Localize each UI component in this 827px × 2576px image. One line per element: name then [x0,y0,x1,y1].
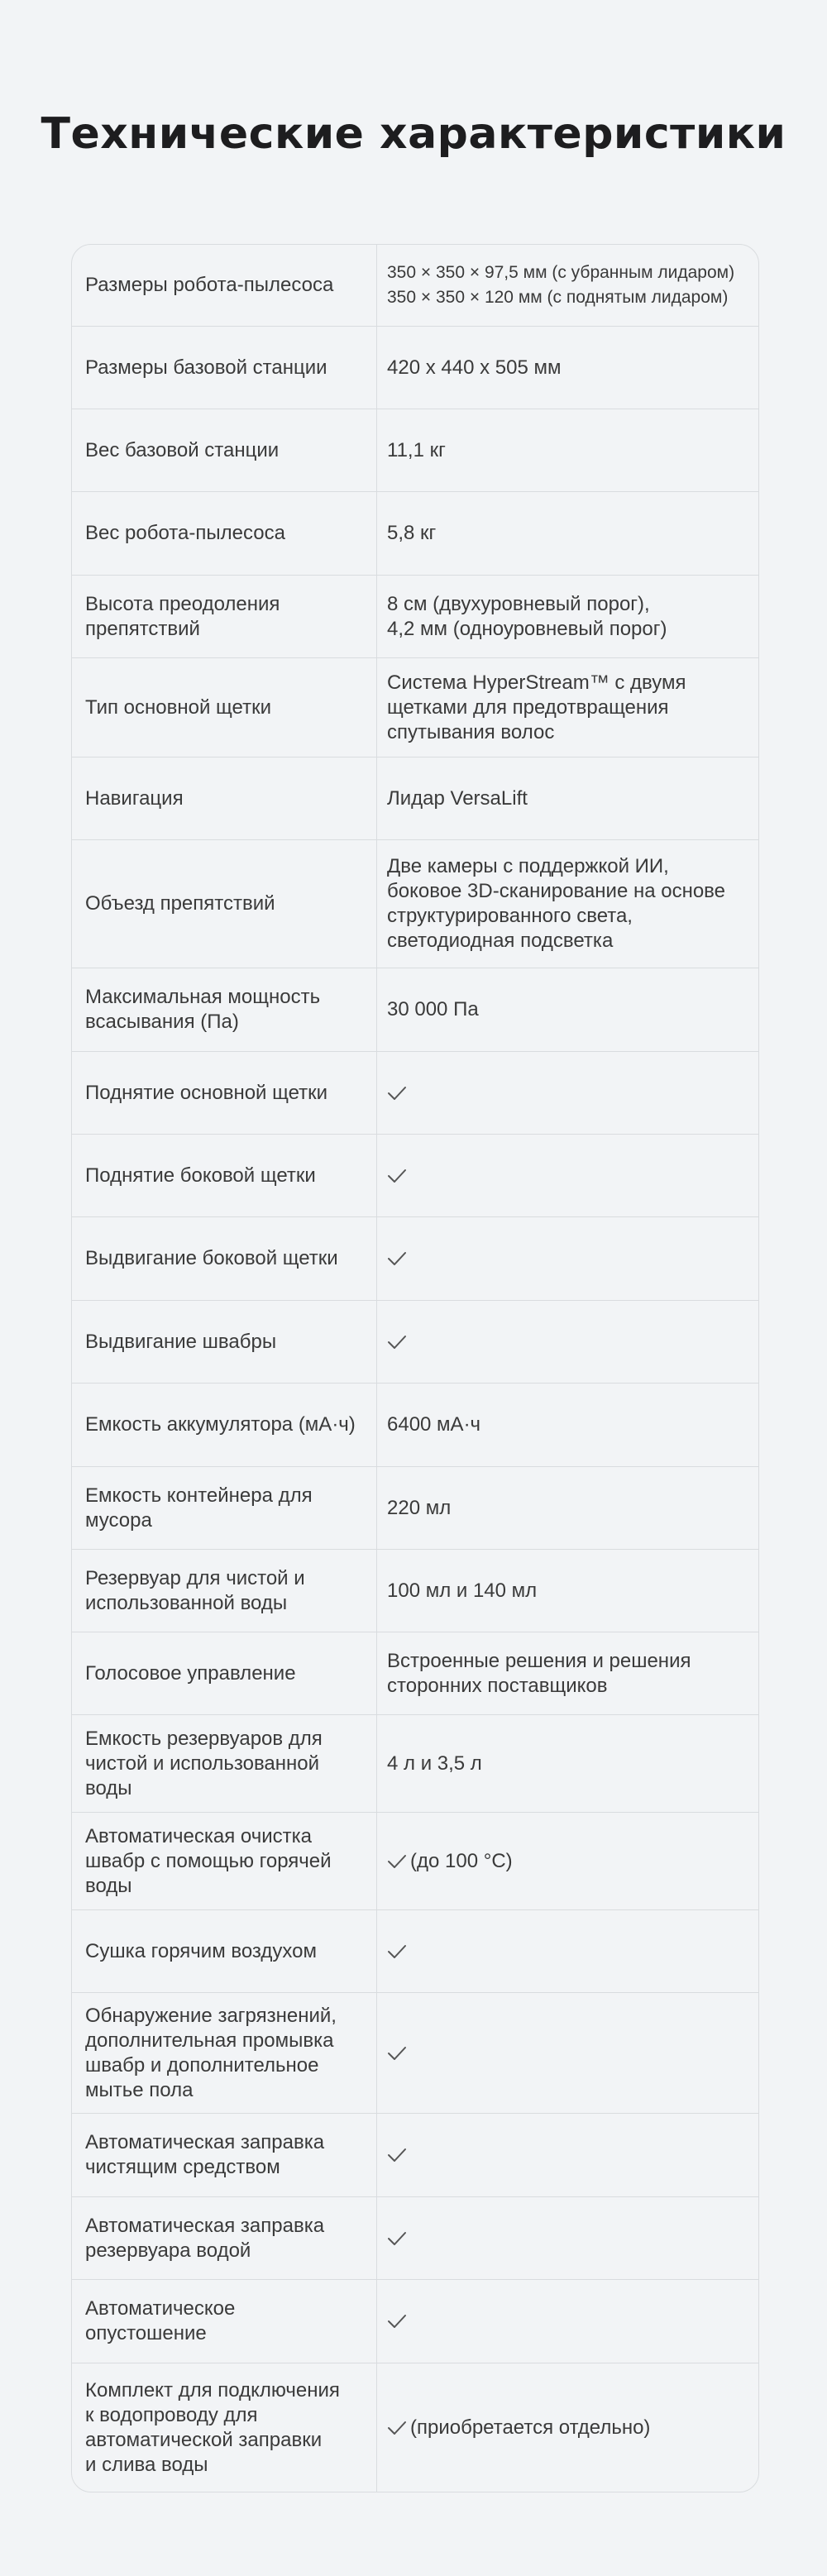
spec-label: Емкость контейнера для мусора [72,1467,377,1549]
spec-label: Емкость резервуаров для чистой и использованной воды [72,1715,377,1812]
spec-value: 420 х 440 х 505 мм [387,356,562,379]
check-icon [387,2045,404,2062]
spec-row [72,1715,758,1813]
spec-value: (приобретается отдельно) [377,2363,758,2492]
spec-label: Объезд препятствий [72,840,377,968]
spec-label: Поднятие боковой щетки [72,1135,377,1216]
spec-label: Резервуар для чистой и использованной воды [72,1550,377,1632]
spec-label: Обнаружение загрязнений, дополнительная промывка швабр и дополнительное мытье пола [72,1993,377,2113]
spec-row [72,758,758,840]
spec-label: Автоматическая заправка чистящим средством [72,2114,377,2196]
spec-value: Система HyperStream™ с двумя щетками для предотвращения спутывания волос [387,671,686,743]
spec-label: Вес базовой станции [72,409,377,491]
check-icon [387,1334,404,1350]
spec-value: 100 мл и 140 мл [387,1579,538,1602]
spec-value: 350 × 350 × 97,5 мм (с убранным лидаром) 350 × 350 × 120 мм (с поднятым лидаром) [387,263,735,307]
spec-value: Две камеры с поддержкой ИИ, боковое 3D-сканирование на основе структурированного света, светодиодная подсветка [387,855,726,952]
spec-row [72,2363,758,2492]
check-icon [387,1085,404,1102]
spec-value [377,1910,758,1992]
spec-value [377,2197,758,2279]
spec-row [72,1301,758,1384]
spec-row [72,327,758,409]
spec-row [72,492,758,576]
spec-value [377,1217,758,1300]
spec-row [72,1217,758,1301]
spec-label: Размеры робота-пылесоса [72,245,377,326]
spec-label: Навигация [72,758,377,839]
page-title: Технические характеристики [41,109,786,159]
spec-label: Автоматическая очистка швабр с помощью горячей воды [72,1813,377,1909]
spec-value: 220 мл [387,1496,452,1519]
spec-value: 5,8 кг [387,522,437,544]
check-icon [387,1943,404,1960]
spec-row [72,1467,758,1550]
spec-value [377,1052,758,1134]
spec-value: 4 л и 3,5 л [387,1752,482,1775]
spec-row [72,1632,758,1715]
spec-value: 11,1 кг [387,438,446,461]
spec-value [377,1135,758,1216]
spec-label: Выдвигание боковой щетки [72,1217,377,1300]
spec-row [72,840,758,968]
spec-label: Максимальная мощность всасывания (Па) [72,968,377,1051]
spec-value: 6400 мА·ч [387,1413,481,1436]
spec-row [72,2280,758,2363]
spec-row [72,1550,758,1632]
spec-label: Вес робота-пылесоса [72,492,377,575]
spec-label: Высота преодоления препятствий [72,576,377,657]
spec-value: (до 100 °C) [377,1813,758,1909]
spec-row [72,1384,758,1467]
spec-label: Емкость аккумулятора (мА·ч) [72,1384,377,1466]
spec-value [377,1993,758,2113]
spec-label: Сушка горячим воздухом [72,1910,377,1992]
spec-row [72,2114,758,2197]
spec-label: Выдвигание швабры [72,1301,377,1383]
check-icon [387,2420,404,2436]
spec-row [72,1910,758,1993]
spec-value [377,2280,758,2363]
check-icon [387,1853,404,1870]
spec-row [72,2197,758,2280]
check-icon [387,1168,404,1184]
spec-value: Лидар VersaLift [387,786,528,810]
spec-row [72,576,758,658]
spec-row [72,1993,758,2114]
spec-label: Автоматическая заправка резервуара водой [72,2197,377,2279]
spec-value: 8 см (двухуровневый порог), 4,2 мм (одноуровневый порог) [387,592,667,640]
spec-row [72,1052,758,1135]
spec-label: Тип основной щетки [72,658,377,757]
spec-label: Комплект для подключения к водопроводу для автоматической заправки и слива воды [72,2363,377,2492]
spec-value [377,2114,758,2196]
spec-table [71,244,759,2492]
check-icon [387,2313,404,2330]
spec-value: Встроенные решения и решения сторонних поставщиков [387,1649,691,1697]
spec-label: Поднятие основной щетки [72,1052,377,1134]
check-icon [387,2230,404,2247]
spec-label: Голосовое управление [72,1632,377,1714]
check-icon [387,2147,404,2163]
spec-row [72,1813,758,1910]
spec-row [72,968,758,1052]
check-icon [387,1250,404,1267]
spec-value [377,1301,758,1383]
spec-row [72,245,758,327]
spec-row [72,1135,758,1217]
spec-label: Автоматическое опустошение [72,2280,377,2363]
spec-value: 30 000 Па [387,998,479,1020]
spec-row [72,409,758,492]
spec-label: Размеры базовой станции [72,327,377,409]
spec-row [72,658,758,758]
